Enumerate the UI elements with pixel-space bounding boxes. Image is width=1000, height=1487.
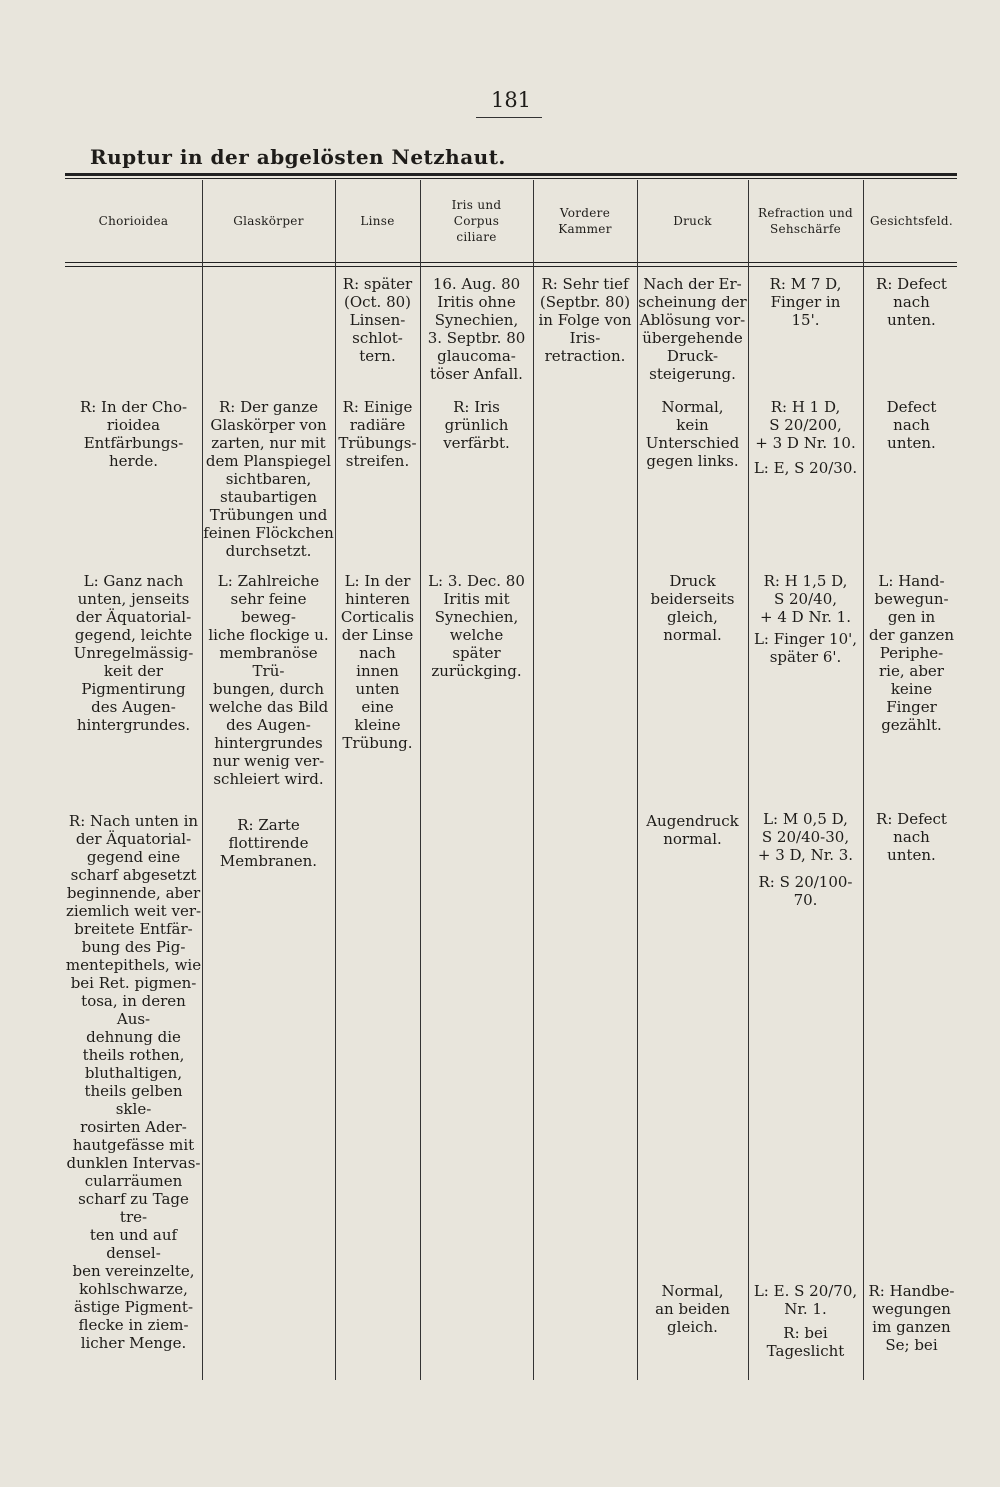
column-divider	[863, 180, 864, 1380]
row5-refraction-right-eye: R: bei Tageslicht	[766, 1324, 845, 1360]
row3-linse: L: In der hinteren Corticalis der Linse nach innen unten eine kleine Trübung.	[340, 572, 415, 752]
title-double-rule-bottom	[65, 178, 957, 179]
row4-glaskoerper: R: Zarte flottirende Membranen.	[219, 816, 318, 870]
row1-iris: 16. Aug. 80 Iritis ohne Synechien, 3. Septbr. 80 glaucoma- töser Anfall.	[427, 275, 526, 383]
row2-linse: R: Einige radiäre Trübungs- streifen.	[338, 398, 417, 470]
row5-druck: Normal, an beiden gleich.	[655, 1282, 730, 1336]
header-chorioidea: Chorioidea	[98, 214, 169, 228]
header-glaskoerper: Glaskörper	[233, 214, 304, 228]
row3-iris: L: 3. Dec. 80 Iritis mit Synechien, welche später zurückging.	[428, 572, 525, 680]
row3-gesichtsfeld: L: Hand- bewegun- gen in der ganzen Periphe- rie, aber keine Finger gezählt.	[868, 572, 955, 734]
row2-iris: R: Iris grünlich verfärbt.	[443, 398, 510, 452]
section-title: Ruptur in der abgelösten Netzhaut.	[90, 145, 506, 169]
row5-refraction-left-eye: L: E. S 20/70, Nr. 1.	[753, 1282, 858, 1318]
row2-refraction-left-eye: L: E, S 20/30.	[753, 459, 858, 477]
row3-refraction-right-eye: R: H 1,5 D, S 20/40, + 4 D Nr. 1.	[760, 572, 851, 626]
row1-refraction: R: M 7 D, Finger in 15'.	[769, 275, 842, 329]
row3-refraction-left-eye: L: Finger 10', später 6'.	[753, 630, 858, 666]
header-double-rule-top	[65, 262, 957, 263]
header-druck: Druck	[673, 214, 712, 228]
header-linse: Linse	[360, 214, 395, 228]
row2-glaskoerper: R: Der ganze Glaskörper von zarten, nur mit dem Planspiegel sichtbaren, staubartigen Trübungen und feinen Flöckchen durchsetzt.	[203, 398, 334, 560]
page-number-rule	[476, 117, 542, 118]
header-iris-corpus-ciliare: Iris und Corpus ciliare	[451, 198, 502, 244]
row2-druck: Normal, kein Unterschied gegen links.	[645, 398, 740, 470]
row2-gesichtsfeld: Defect nach unten.	[886, 398, 937, 452]
header-gesichtsfeld: Gesichtsfeld.	[870, 214, 953, 228]
header-vordere-kammer: Vordere Kammer	[558, 206, 612, 236]
row3-glaskoerper: L: Zahlreiche sehr feine beweg- liche flockige u. membranöse Trü- bungen, durch welche das Bild des Augen- hintergrundes nur wenig ver- schleiert wird.	[208, 572, 329, 788]
row3-druck: Druck beiderseits gleich, normal.	[650, 572, 735, 644]
row5-gesichtsfeld: R: Handbe- wegungen im ganzen Se; bei	[868, 1282, 955, 1354]
row4-refraction-left-eye: L: M 0,5 D, S 20/40-30, + 3 D, Nr. 3.	[757, 810, 854, 864]
page-number: 181	[490, 88, 532, 112]
column-divider	[748, 180, 749, 1380]
title-double-rule-top	[65, 173, 957, 176]
row4-druck: Augendruck normal.	[646, 812, 739, 848]
header-double-rule-bottom	[65, 266, 957, 267]
row4-gesichtsfeld: R: Defect nach unten.	[876, 810, 947, 864]
row2-chorioidea: R: In der Cho- rioidea Entfärbungs- herde.	[79, 398, 188, 470]
row4-refraction-right-eye: R: S 20/100-70.	[758, 873, 853, 909]
header-refraction-sehschaerfe: Refraction und Sehschärfe	[758, 206, 853, 236]
row3-chorioidea: L: Ganz nach unten, jenseits der Äquatorial- gegend, leichte Unregelmässig- keit der Pigmentirung des Augen- hintergrundes.	[73, 572, 194, 734]
row4-chorioidea: R: Nach unten in der Äquatorial- gegend eine scharf abgesetzt beginnende, aber ziemlich weit ver- breitete Entfär- bung des Pig- mentepithels, wie bei Ret. pigmen- tosa, in deren Aus- dehnung die theils rothen, bluthaltigen, theils gelben skle- rosirten Ader- hautgefässe mit dunklen Intervas- cularräumen scharf zu Tage tre- ten und auf densel- ben vereinzelte, kohlschwarze, ästige Pigment- flecke in ziem- licher Menge.	[65, 812, 202, 1352]
row1-vordere-kammer: R: Sehr tief (Septbr. 80) in Folge von Iris- retraction.	[538, 275, 632, 365]
row1-linse: R: später (Oct. 80) Linsen- schlot- tern.	[342, 275, 413, 365]
row1-gesichtsfeld: R: Defect nach unten.	[876, 275, 947, 329]
row2-refraction-right-eye: R: H 1 D, S 20/200, + 3 D Nr. 10.	[755, 398, 856, 452]
row1-druck: Nach der Er- scheinung der Ablösung vor- übergehende Druck- steigerung.	[638, 275, 747, 383]
